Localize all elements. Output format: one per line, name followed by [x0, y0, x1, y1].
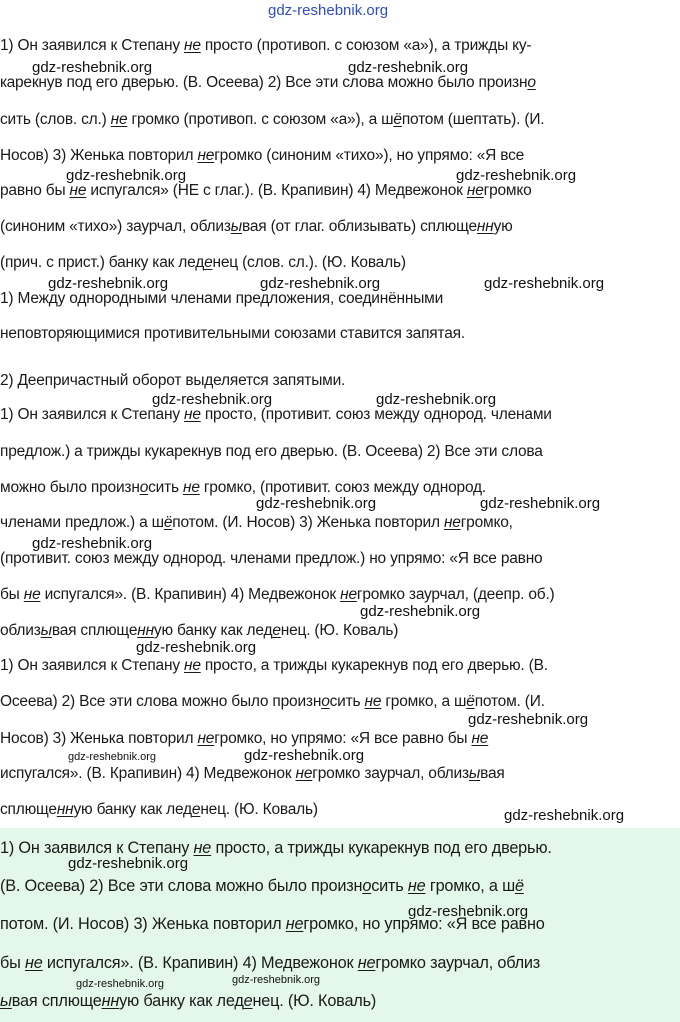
text-line: предлож.) а трижды кукарекнув под его дверью. (В. Осеева) 2) Все эти слова [0, 443, 543, 460]
text-line: испугался». (В. Крапивин) 4) Медвежонок негромко заурчал, облизывая [0, 765, 505, 782]
watermark: gdz-reshebnik.org [408, 903, 529, 920]
watermark: gdz-reshebnik.org [348, 59, 469, 76]
text-line: (противит. союз между однород. членами предлож.) но упрямо: «Я все равно [0, 550, 543, 567]
text-line: облизывая сплющенную банку как леденец. (Ю. Коваль) [0, 622, 399, 639]
watermark: gdz-reshebnik.org [268, 2, 389, 19]
text-line: сить (слов. сл.) не громко (противоп. с союзом «а»), а шёпотом (шептать). (И. [0, 111, 545, 128]
watermark: gdz-reshebnik.org [32, 535, 153, 552]
text-line: 1) Между однородными членами предложения, соединёнными [0, 290, 444, 307]
text-line: членами предлож.) а шёпотом. (И. Носов) 3) Женька повторил негромко, [0, 514, 513, 531]
text-line: (прич. с прист.) банку как леденец (слов. сл.). (Ю. Коваль) [0, 254, 406, 271]
text-line: 1) Он заявился к Степану не просто, а трижды кукарекнув под его дверью. (В. [0, 657, 548, 674]
text-line: Осеева) 2) Все эти слова можно было произносить не громко, а шёпотом. (И. [0, 693, 545, 710]
text-line: (В. Осеева) 2) Все эти слова можно было произносить не громко, а шё [0, 877, 524, 895]
text-line: ывая сплющенную банку как леденец. (Ю. Коваль) [0, 992, 377, 1010]
watermark: gdz-reshebnik.org [32, 59, 153, 76]
watermark: gdz-reshebnik.org [480, 495, 601, 512]
watermark: gdz-reshebnik.org [360, 603, 481, 620]
watermark: gdz-reshebnik.org [48, 275, 169, 292]
watermark: gdz-reshebnik.org [484, 275, 605, 292]
text-line: бы не испугался». (В. Крапивин) 4) Медвежонок негромко заурчал, облиз [0, 954, 541, 972]
watermark: gdz-reshebnik.org [260, 275, 381, 292]
text-line: 2) Деепричастный оборот выделяется запятыми. [0, 372, 346, 389]
watermark: gdz-reshebnik.org [136, 639, 257, 656]
watermark: gdz-reshebnik.org [232, 974, 321, 986]
text-line: 1) Он заявился к Степану не просто, (противит. союз между однород. членами [0, 406, 552, 423]
watermark: gdz-reshebnik.org [66, 167, 187, 184]
watermark: gdz-reshebnik.org [456, 167, 577, 184]
watermark: gdz-reshebnik.org [76, 978, 165, 990]
watermark: gdz-reshebnik.org [256, 495, 377, 512]
watermark: gdz-reshebnik.org [376, 391, 497, 408]
watermark: gdz-reshebnik.org [244, 747, 365, 764]
text-line: можно было произносить не громко, (противит. союз между однород. [0, 479, 487, 496]
watermark: gdz-reshebnik.org [68, 855, 189, 872]
text-line: 1) Он заявился к Степану не просто (противоп. с союзом «а»), а трижды ку- [0, 37, 532, 54]
text-line: потом. (И. Носов) 3) Женька повторил негромко, но упрямо: «Я все равно [0, 915, 545, 933]
text-line: равно бы не испугался» (НЕ с глаг.). (В. Крапивин) 4) Медвежонок негромко [0, 182, 532, 199]
text-line: бы не испугался». (В. Крапивин) 4) Медвежонок негромко заурчал, (деепр. об.) [0, 586, 555, 603]
text-line: неповторяющимися противительными союзами ставится запятая. [0, 325, 465, 342]
watermark: gdz-reshebnik.org [504, 807, 625, 824]
text-line: 1) Он заявился к Степану не просто, а трижды кукарекнув под его дверью. [0, 839, 552, 857]
watermark: gdz-reshebnik.org [152, 391, 273, 408]
text-line: кaрекнув под его дверью. (В. Осеева) 2) Все эти слова можно было произно [0, 74, 536, 91]
text-line: (синоним «тихо») заурчал, облизывая (от глаг. облизывать) сплющенную [0, 218, 513, 235]
watermark: gdz-reshebnik.org [68, 751, 157, 763]
text-line: Носов) 3) Женька повторил негромко, но упрямо: «Я все равно бы не [0, 730, 489, 747]
text-line: сплющенную банку как леденец. (Ю. Коваль) [0, 801, 318, 818]
watermark: gdz-reshebnik.org [468, 711, 589, 728]
text-line: Носов) 3) Женька повторил негромко (синоним «тихо»), но упрямо: «Я все [0, 147, 525, 164]
